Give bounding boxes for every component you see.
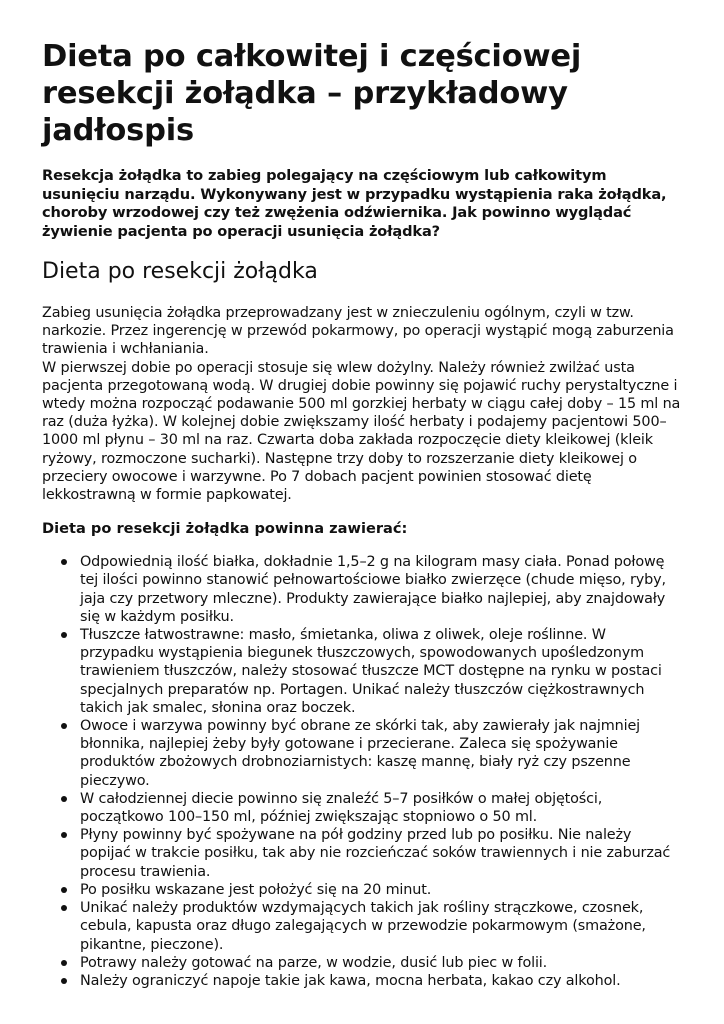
bullet-icon <box>61 905 67 911</box>
body-paragraph <box>42 304 682 504</box>
bullet-icon <box>61 796 67 802</box>
lead-paragraph: Resekcja żołądka to zabieg polegający na częściowym lub całkowitym usunięciu narządu. Wykonywany jest w przypadku wystąpienia raka żołądka, choroby wrzodowej czy też zwężenia odźwiernika. Jak powinno wyglądać żywienie pacjenta po operacji usunięcia żołądka? <box>42 167 667 240</box>
list-subheading: Dieta po resekcji żołądka powinna zawierać: <box>42 520 408 538</box>
list-item <box>80 626 682 717</box>
bullet-icon <box>61 632 67 638</box>
bullet-icon <box>61 832 67 838</box>
paragraph-2: W pierwszej dobie po operacji stosuje się wlew dożylny. Należy również zwilżać usta pacjenta przegotowaną wodą. W drugiej dobie powinny się pojawić ruchy perystaltyczne i wtedy można rozpocząć podawanie 500 ml gorzkiej herbaty w ciągu całej doby – 15 ml na raz (duża łyżka). W kolejnej dobie zwiększamy ilość herbaty i podajemy pacjentowi 500–1000 ml płynu – 30 ml na raz. Czwarta doba zakłada rozpoczęcie diety kleikowej (kleik ryżowy, rozmoczone sucharki). Następne trzy doby to rozszerzanie diety kleikowej o przeciery owocowe i warzywne. Po 7 dobach pacjent powinien stosować dietę lekkostrawną w formie papkowatej. <box>42 359 681 504</box>
list-item <box>80 790 682 826</box>
page-title: Dieta po całkowitej i częściowej resekcji żołądka – przykładowy jadłospis <box>42 39 582 148</box>
list-item-text: Owoce i warzywa powinny być obrane ze skórki tak, aby zawierały jak najmniej błonnika, najlepiej żeby były gotowane i przecierane. Zaleca się spożywanie produktów zbożowych drobnoziarnistych: kaszę mannę, biały ryż czy pszenne pieczywo. <box>80 718 641 789</box>
list-item-text: Po posiłku wskazane jest położyć się na 20 minut. <box>80 881 432 898</box>
list-item <box>80 717 682 790</box>
list-item <box>80 954 682 972</box>
list-item <box>80 972 682 990</box>
list-item <box>80 826 682 881</box>
list-item-text: Płyny powinny być spożywane na pół godziny przed lub po posiłku. Nie należy popijać w trakcie posiłku, tak aby nie rozcieńczać soków trawiennych i nie zaburzać procesu trawienia. <box>80 827 671 880</box>
list-item-text: W całodziennej diecie powinno się znaleźć 5–7 posiłków o małej objętości, początkowo 100–150 ml, później zwiększając stopniowo o 50 ml. <box>80 790 603 826</box>
list-item <box>80 553 682 626</box>
bullet-icon <box>61 723 67 729</box>
bullet-icon <box>61 559 67 565</box>
list-item <box>80 881 682 899</box>
list-item-text: Unikać należy produktów wzdymających takich jak rośliny strączkowe, czosnek, cebula, kapusta oraz długo zalegających w przewodzie pokarmowym (smażone, pikantne, pieczone). <box>80 900 646 953</box>
list-item-text: Należy ograniczyć napoje takie jak kawa, mocna herbata, kakao czy alkohol. <box>80 972 621 989</box>
list-item <box>80 899 682 954</box>
list-item-text: Tłuszcze łatwostrawne: masło, śmietanka, oliwa z oliwek, oleje roślinne. W przypadku wystąpienia biegunek tłuszczowych, spowodowanych upośledzonym trawieniem tłuszczów, należy stosować tłuszcze MCT dostępne na rynku w postaci specjalnych preparatów np. Portagen. Unikać należy tłuszczów ciężkostrawnych takich jak smalec, słonina oraz boczek. <box>80 627 662 716</box>
bullet-icon <box>61 978 67 984</box>
list-item-text: Odpowiednią ilość białka, dokładnie 1,5–2 g na kilogram masy ciała. Ponad połowę tej ilości powinno stanowić pełnowartościowe białko zwierzęce (chude mięso, ryby, jaja czy przetwory mleczne). Produkty zawierające białko najlepiej, aby znajdowały się w każdym posiłku. <box>80 554 666 625</box>
list-item-text: Potrawy należy gotować na parze, w wodzie, dusić lub piec w folii. <box>80 954 548 971</box>
bullet-icon <box>61 960 67 966</box>
section-heading: Dieta po resekcji żołądka <box>42 259 318 284</box>
bullet-icon <box>61 887 67 893</box>
paragraph-1: Zabieg usunięcia żołądka przeprowadzany jest w znieczuleniu ogólnym, czyli w tzw. narkozie. Przez ingerencję w przewód pokarmowy, po operacji wystąpić mogą zaburzenia trawienia i wchłaniania. <box>42 305 674 358</box>
recommendations-list <box>42 553 682 990</box>
